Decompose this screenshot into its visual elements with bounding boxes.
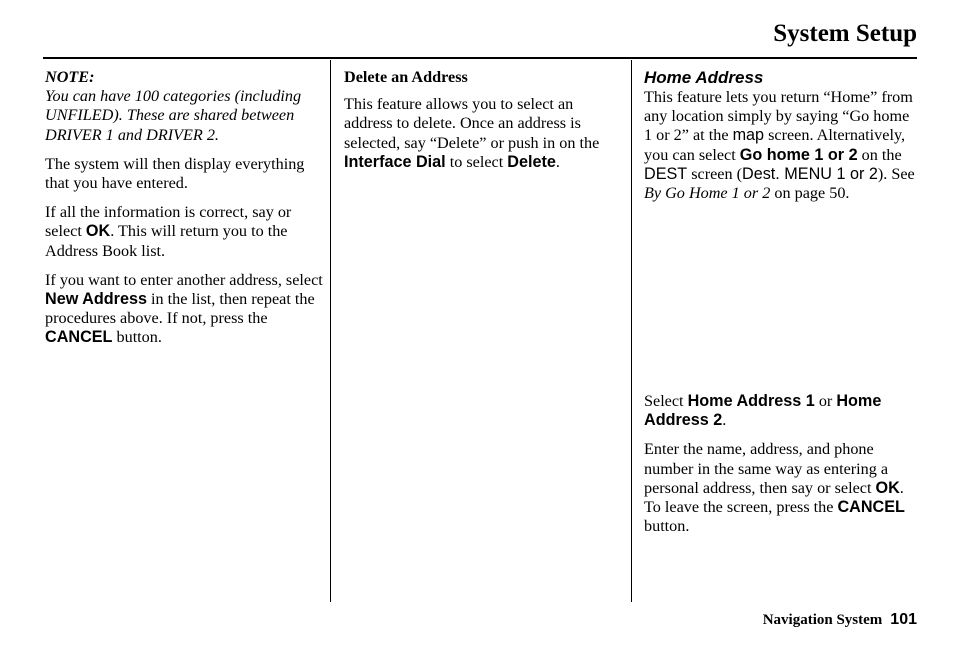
ui-label-ok: OK [85, 222, 111, 241]
text-run: button. [644, 517, 690, 536]
section-heading-delete-address: Delete an Address [344, 68, 468, 86]
column-1 [45, 68, 327, 358]
text-run: . To leave the screen, press the [644, 478, 904, 517]
paragraph-delete-address [344, 95, 624, 172]
paragraph-home-address [644, 88, 920, 203]
column-2 [344, 68, 624, 182]
text-run: This feature lets you return “Home” from any location simply by saying “Go home 1 or 2” at the [644, 88, 913, 145]
paragraph-display-everything: The system will then display everything that you have entered. [45, 154, 305, 193]
column-divider-1 [330, 60, 331, 602]
text-run: screen ( [687, 164, 743, 183]
ui-label-dest: DEST [644, 164, 688, 183]
text-run: This feature allows you to select an address to delete. Once an address is selected, say “Delete” or push in on the [344, 95, 600, 152]
note-label: NOTE: [45, 68, 95, 86]
paragraph-enter-name [644, 440, 920, 536]
note-text: You can have 100 categories (including UNFILED). These are shared between DRIVER 1 and DRIVER 2. [45, 87, 302, 144]
title-rule [43, 57, 917, 59]
ui-label-home-address-2: Home Address 2 [644, 392, 882, 430]
ui-label-home-address-1: Home Address 1 [687, 392, 815, 410]
ui-label-dest-menu: Dest. MENU 1 or 2 [742, 164, 878, 183]
text-run: on page 50. [770, 184, 850, 203]
page-title: System Setup [773, 20, 917, 47]
ui-label-go-home: Go home 1 or 2 [739, 145, 858, 164]
ui-label-new-address: New Address [45, 290, 147, 309]
cross-reference: By Go Home 1 or 2 [644, 184, 771, 203]
text-run: . [722, 411, 727, 430]
ui-label-cancel: CANCEL [45, 328, 113, 347]
column-3-lower [644, 392, 920, 546]
text-run: . This will return you to the Address Book list. [45, 222, 288, 260]
text-run: button. [112, 328, 162, 347]
ui-label-cancel-2: CANCEL [837, 498, 905, 517]
column-divider-2 [631, 60, 632, 602]
ui-label-map: map [732, 126, 765, 145]
text-run: or [814, 392, 837, 410]
page-number: 101 [890, 611, 917, 628]
text-run: in the list, then repeat the procedures above. If not, press the [45, 290, 315, 328]
ui-label-ok-2: OK [875, 478, 900, 497]
text-run: to select [445, 152, 508, 171]
text-run: on the [857, 145, 902, 164]
text-run: ). See [877, 164, 915, 183]
paragraph-select-home [644, 392, 920, 430]
paragraph-confirm [45, 203, 327, 261]
note-paragraph [45, 68, 327, 145]
page-footer [763, 611, 917, 629]
ui-label-interface-dial: Interface Dial [344, 152, 446, 171]
text-run: Select [644, 392, 688, 410]
text-run: Enter the name, address, and phone number in the same way as entering a personal address, then say or select [644, 440, 889, 497]
column-3 [644, 68, 920, 536]
text-run: If you want to enter another address, select [45, 270, 323, 289]
text-run: screen. Alternatively, you can select [644, 126, 906, 164]
footer-label: Navigation System [762, 612, 883, 628]
section-heading-home-address: Home Address [644, 68, 764, 87]
ui-label-delete: Delete [507, 152, 556, 171]
paragraph-another-address [45, 271, 327, 348]
text-run: If all the information is correct, say or select [45, 203, 292, 241]
text-run: . [555, 152, 560, 171]
